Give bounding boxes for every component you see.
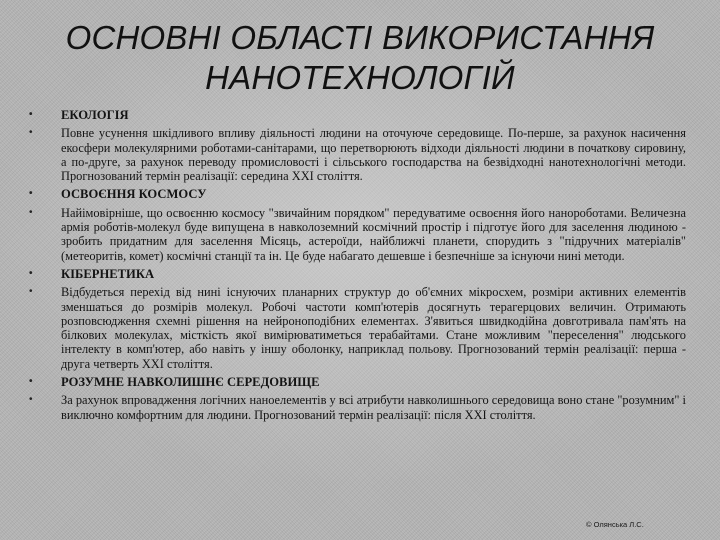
bullet-text-cybernetics: • Відбудеться перехід від нині існуючих планарних структур до об'ємних мікросхем, розміри активних елементів зменшаться до розмірів молекул. Робочі частоти комп'ютерів досягнуть терагерцових величин. Отримають розповсюдження схемні рішення на нейроноподібних елементах. З'явиться швидкодійна довготривала пам'ять на білкових молекулах, місткість якої вимірюватиметься терабайтами. Стане можливим "переселення" людського інтелекту в комп'ютер, або навіть у іншу оболонку, наприклад польову. Прогнозований термін реалізації: перша - друга четверть XXI століття. (26, 285, 686, 371)
bullet-text-smart-environment: • За рахунок впровадження логічних наноелементів у всі атрибути навколишнього середовища воно стане "розумним" і виключно комфортним для людини. Прогнозований термін реалізації: після XXI століття. (26, 393, 686, 422)
copyright-note: © Олянська Л.С. (586, 520, 644, 529)
bullet-heading-smart-environment: • РОЗУМНЕ НАВКОЛИШНЄ СЕРЕДОВИЩЕ (26, 375, 686, 389)
bullet-heading-space: • ОСВОЄННЯ КОСМОСУ (26, 187, 686, 201)
bullet-text-space: • Найімовірніше, що освоєнню космосу "звичайним порядком" передуватиме освоєння його нанороботами. Величезна армія роботів-молекул буде випущена в навколоземний космічний простір і підготує його для заселення людиною - зробить придатним для заселення Місяць, астероїди, найближчі планети, спорудить з "підручних матеріалів" (метеоритів, комет) космічні станції та ін. Це буде набагато дешевше і безпечніше за існуючи нині методи. (26, 206, 686, 263)
slide-title-line-1: ОСНОВНІ ОБЛАСТІ ВИКОРИСТАННЯ (65, 19, 655, 56)
bullet-list (26, 108, 686, 426)
slide-title (20, 18, 700, 98)
bullet-text-ecology: • Повне усунення шкідливого впливу діяльності людини на оточуюче середовище. По-перше, за рахунок насичення екосфери молекулярними роботами-санітарами, що перетворюють відходи діяльності людини в початкову сировину, а по-друге, за рахунок переводу промисловості і сільського господарства на безвідходні нанотехнологічні методи. Прогнозований термін реалізації: середина XXI століття. (26, 126, 686, 183)
bullet-heading-ecology: • ЕКОЛОГІЯ (26, 108, 686, 122)
bullet-heading-cybernetics: • КІБЕРНЕТИКА (26, 267, 686, 281)
slide-title-line-2: НАНОТЕХНОЛОГІЙ (205, 59, 515, 96)
